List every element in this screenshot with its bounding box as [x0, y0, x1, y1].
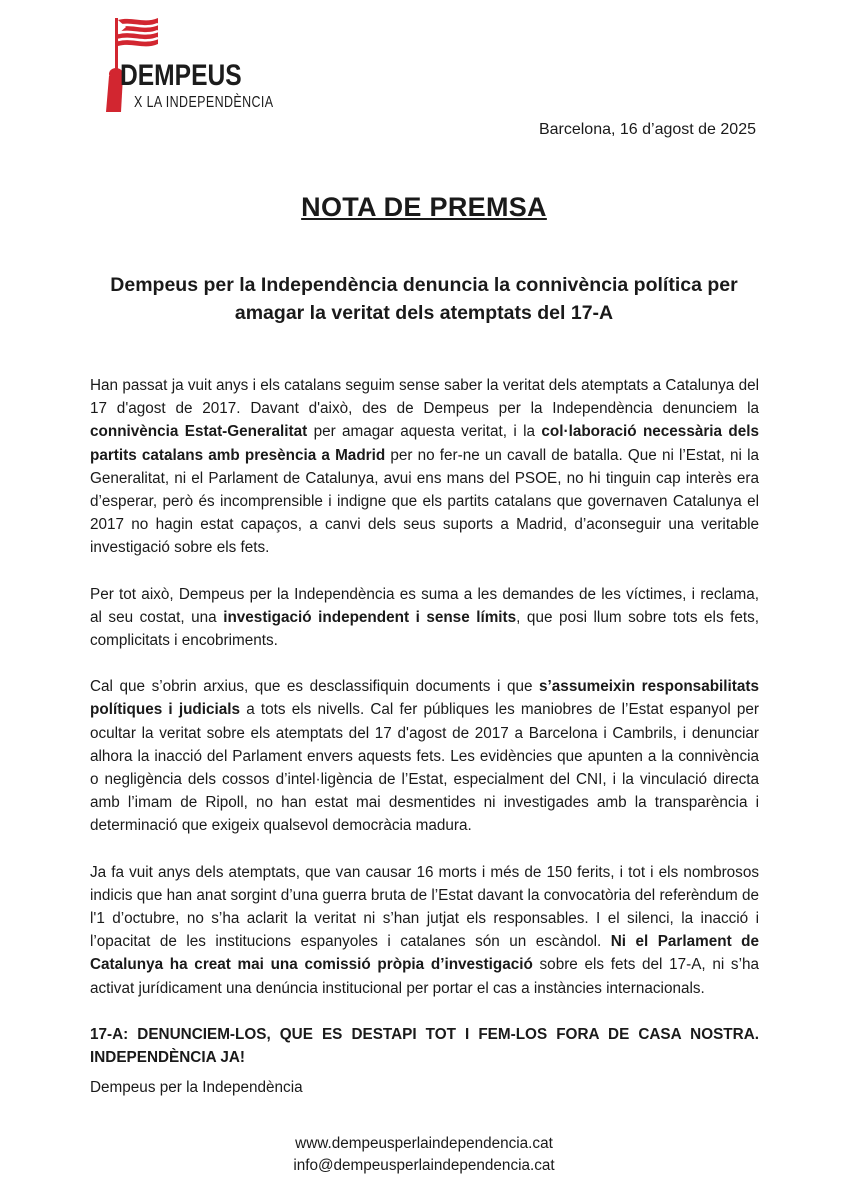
- emphasis: connivència Estat-Generalitat: [90, 423, 308, 441]
- footer: [0, 1133, 848, 1177]
- email-link[interactable]: info@dempeusperlaindependencia.cat: [293, 1157, 555, 1174]
- text: Ja fa vuit anys dels atemptats, que van causar 16 morts i més de 150 ferits, i tot i els nombrosos indicis que han anat sorgint d’una guerra bruta de l’Estat davant la convocatòria del referèndum de l'1 d’octubre, no s’ha aclarit la veritat ni s’han jutjat els responsables. I el silenci, la inacció i l’opacitat de les institucions espanyoles i catalanes són un escàndol.: [90, 863, 759, 951]
- subtitle-line-2: amagar la veritat dels atemptats del 17-A: [234, 302, 614, 324]
- text: per amagar aquesta veritat, i la: [307, 423, 542, 441]
- text: Han passat ja vuit anys i els catalans seguim sense saber la veritat dels atemptats a Catalunya del 17 d'agost de 2017. Davant d'això, des de Dempeus per la Independència denunciem la: [90, 377, 759, 418]
- closing-slogan: 17-A: DENUNCIEM-LOS, QUE ES DESTAPI TOT I FEM-LOS FORA DE CASA NOSTRA. INDEPENDÈNCIA JA!: [90, 1025, 759, 1067]
- paragraph-2: [90, 583, 759, 653]
- paragraph-1: [90, 374, 759, 560]
- emphasis: s’assumeixin responsabilitats polítiques i judicials: [90, 678, 759, 719]
- text: a tots els nivells. Cal fer públiques les maniobres de l’Estat espanyol per ocultar la veritat sobre els atemptats del 17 d'agost de 2017 a Barcelona i Cambrils, i denunciar alhora la inacció del Parlament envers aquests fets. Les evidències que apunten a la connivència o negligència dels cossos d’intel·ligència de l’Estat, especialment del CNI, i la vinculació directa amb l’imam de Ripoll, no han estat mai desmentides ni investigades amb la transparència i determinació que exigeix qualsevol democràcia madura.: [90, 701, 759, 835]
- emphasis: investigació independent i sense límits: [223, 608, 517, 626]
- text: per no fer-ne un cavall de batalla. Que ni l’Estat, ni la Generalitat, ni el Parlament de Catalunya, avui ens mans del PSOE, no hi tinguin cap interès era d’esperar, però és incomprensible i indigne que els partits catalans que governaven Catalunya el 2017 no hagin estat capaços, a canvi dels seus suports a Madrid, d’aconseguir una veritable investigació sobre els fets.: [90, 446, 759, 557]
- text: Per tot això, Dempeus per la Independència es suma a les demandes de les víctimes, i reclama, al seu costat, una: [90, 585, 759, 626]
- logo-subtitle: X LA INDEPENDÈNCIA: [134, 94, 274, 111]
- emphasis: col·laboració necessària dels partits catalans amb presència a Madrid: [90, 423, 760, 464]
- text: sobre els fets del 17-A, ni s’ha activat jurídicament una denúncia institucional per portar el cas a instàncies internacionals.: [90, 956, 759, 997]
- subtitle-line-1: Dempeus per la Independència denuncia la connivència política per: [110, 274, 738, 296]
- text: Cal que s’obrin arxius, que es desclassifiquin documents i que: [90, 678, 540, 696]
- paragraph-4: [90, 861, 759, 1000]
- logo: [92, 14, 274, 114]
- text: , que posi llum sobre tots els fets, complicitats i encobriments.: [90, 608, 760, 650]
- website-link[interactable]: www.dempeusperlaindependencia.cat: [295, 1135, 553, 1152]
- press-release-body: [90, 374, 759, 1091]
- signature: Dempeus per la Independència: [90, 1079, 303, 1096]
- emphasis: Ni el Parlament de Catalunya ha creat mai una comissió pròpia d’investigació: [90, 933, 759, 974]
- logo-name: DEMPEUS: [120, 59, 242, 92]
- page-title: NOTA DE PREMSA: [301, 192, 547, 222]
- paragraph-3: [90, 675, 759, 837]
- date-line: Barcelona, 16 d’agost de 2025: [538, 121, 756, 138]
- subtitle: [110, 271, 738, 327]
